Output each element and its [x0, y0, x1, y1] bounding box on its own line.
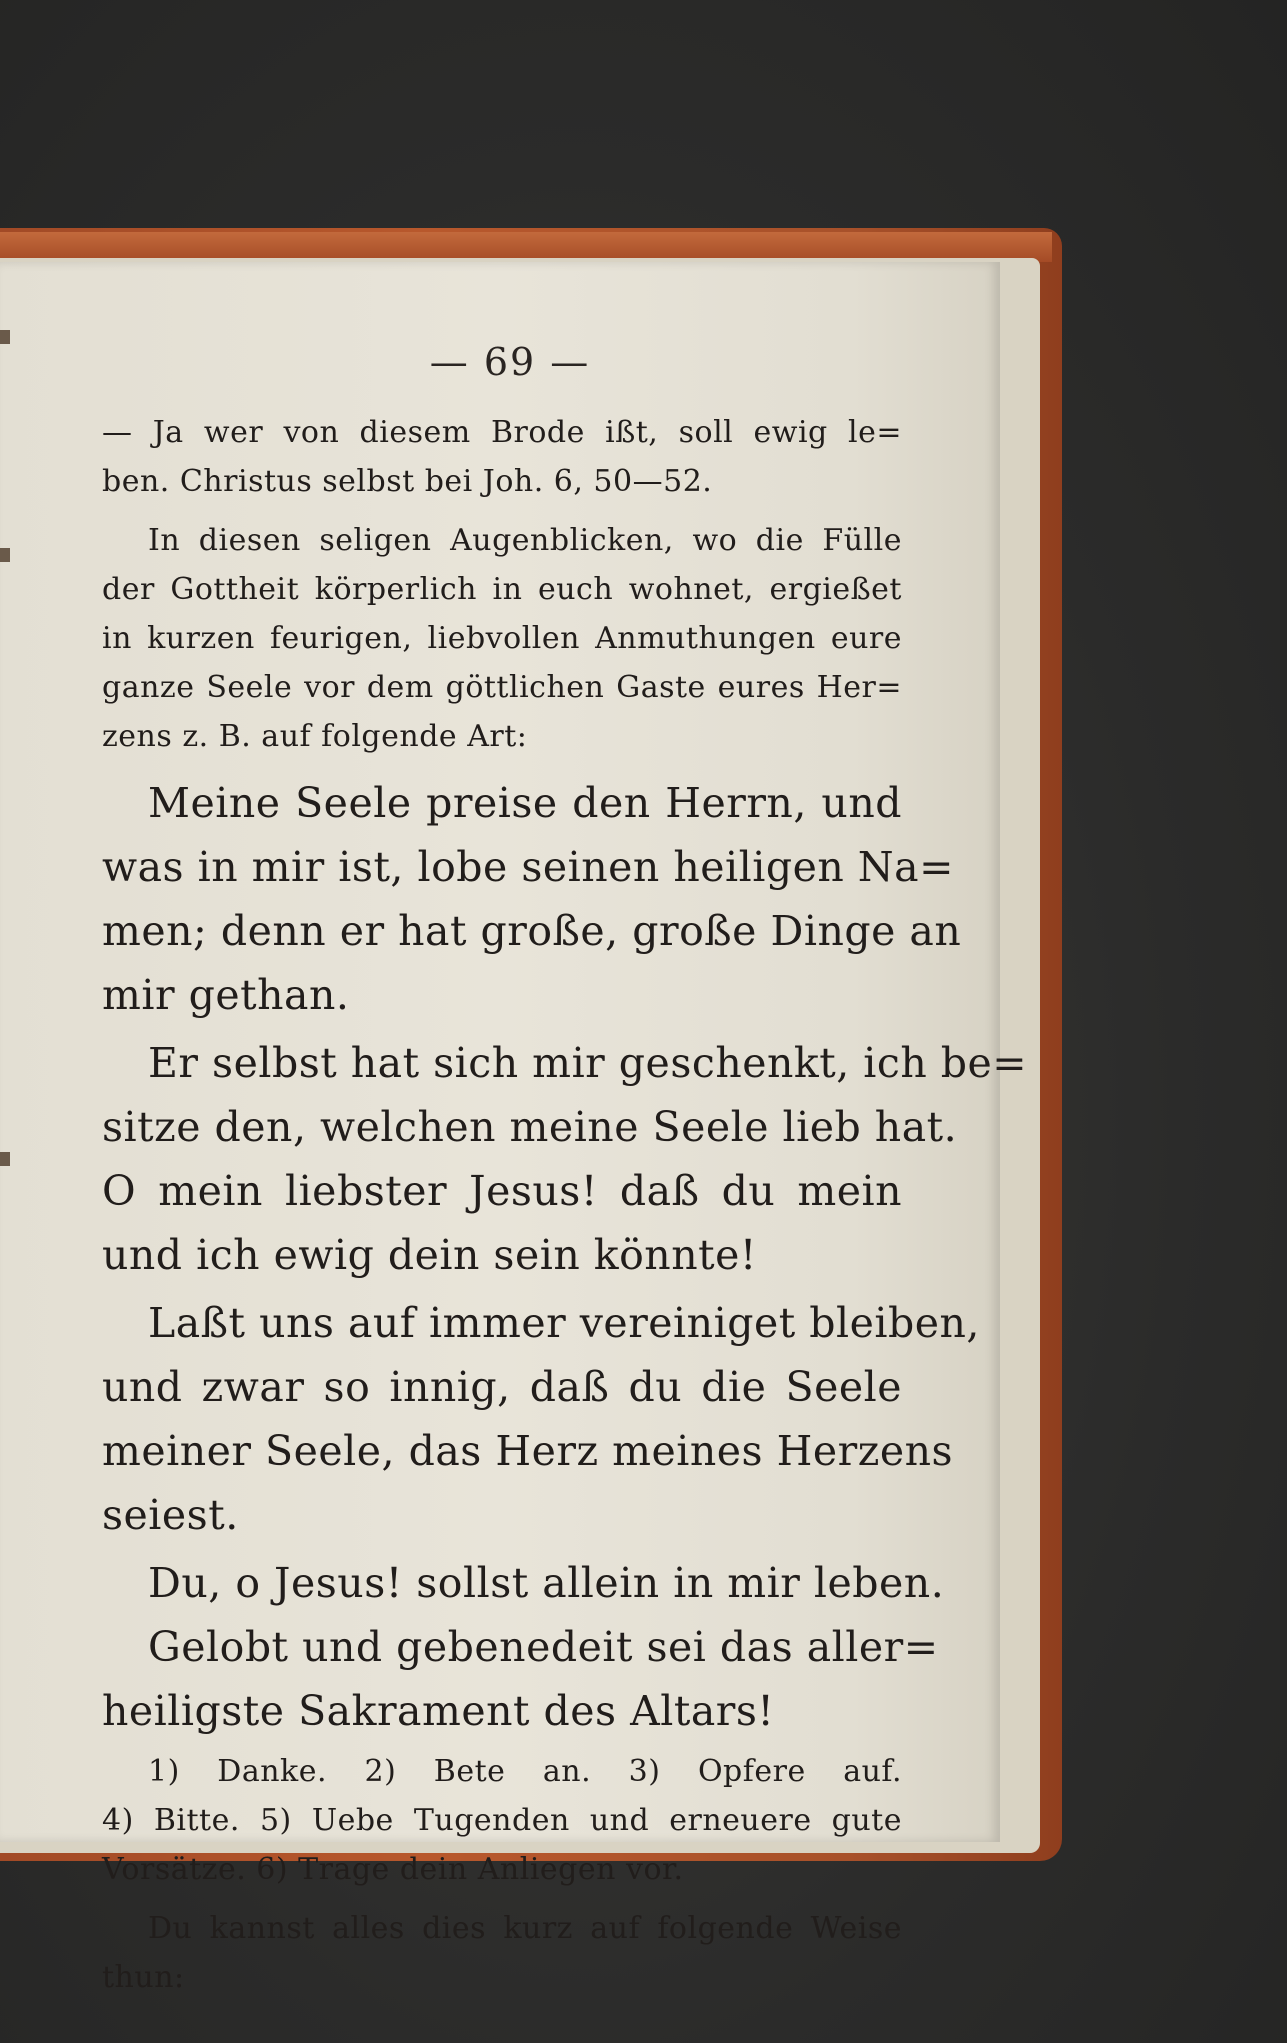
- text-line: zens z. B. auf folgende Art:: [102, 719, 528, 754]
- text-line: 1) Danke. 2) Bete an. 3) Opfere auf.: [148, 1754, 902, 1789]
- text-line: meiner Seele, das Herz meines Herzens: [102, 1427, 954, 1475]
- text-line: In diesen seligen Augenblicken, wo die Fülle: [148, 523, 902, 558]
- text-line: ben. Christus selbst bei Joh. 6, 50—52.: [102, 464, 713, 499]
- text-line: Du kannst alles dies kurz auf folgende Weise: [148, 1911, 902, 1946]
- text-line: — Ja wer von diesem Brode ißt, soll ewig le=: [102, 415, 902, 450]
- text-line: Gelobt und gebenedeit sei das aller=: [148, 1623, 939, 1671]
- text-line: der Gottheit körperlich in euch wohnet, ergießet: [102, 572, 902, 607]
- text-line: O mein liebster Jesus! daß du mein: [102, 1167, 902, 1215]
- text-line: in kurzen feurigen, liebvollen Anmuthungen eure: [102, 621, 902, 656]
- text-line: men; denn er hat große, große Dinge an: [102, 907, 962, 955]
- page-notch: [0, 548, 10, 562]
- text-line: ganze Seele vor dem göttlichen Gaste eures Her=: [102, 670, 902, 705]
- text-line: und zwar so innig, daß du die Seele: [102, 1363, 902, 1411]
- text-line: Du, o Jesus! sollst allein in mir leben.: [148, 1559, 945, 1607]
- text-line: Vorsätze. 6) Trage dein Anliegen vor.: [102, 1852, 684, 1887]
- text-line: und ich ewig dein sein könnte!: [102, 1231, 757, 1279]
- text-line: was in mir ist, lobe seinen heiligen Na=: [102, 843, 954, 891]
- page-notch: [0, 1152, 10, 1166]
- text-line: thun:: [102, 1960, 185, 1995]
- text-line: 4) Bitte. 5) Uebe Tugenden und erneuere gute: [102, 1803, 902, 1838]
- page-notch: [0, 330, 10, 344]
- text-line: mir gethan.: [102, 971, 350, 1019]
- text-line: Meine Seele preise den Herrn, und: [148, 779, 902, 827]
- text-line: seiest.: [102, 1491, 239, 1539]
- page-number: — 69 —: [429, 340, 591, 384]
- text-line: heiligste Sakrament des Altars!: [102, 1687, 775, 1735]
- text-line: Laßt uns auf immer vereiniget bleiben,: [148, 1299, 980, 1347]
- text-line: Er selbst hat sich mir geschenkt, ich be=: [148, 1039, 1028, 1087]
- page-text: [102, 408, 1028, 2002]
- text-line: sitze den, welchen meine Seele lieb hat.: [102, 1103, 958, 1151]
